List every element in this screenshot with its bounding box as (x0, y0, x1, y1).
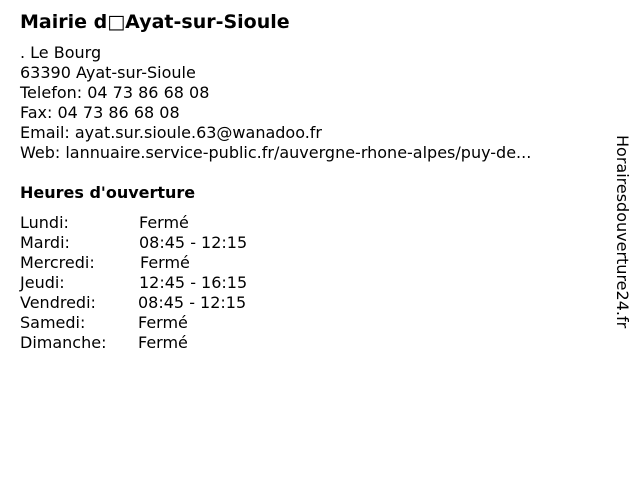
side-brand-watermark: Horairesdouverture24.fr (613, 135, 632, 329)
time-value: Fermé (138, 313, 188, 332)
day-label: Mercredi: (20, 253, 95, 272)
time-value: 12:45 - 16:15 (139, 273, 248, 292)
hours-row (20, 253, 320, 273)
time-value: 08:45 - 12:15 (138, 293, 247, 312)
email-address: Email: ayat.sur.sioule.63@wanadoo.fr (20, 123, 323, 142)
day-label: Samedi: (20, 313, 86, 332)
time-value: Fermé (138, 333, 188, 352)
website-url: Web: lannuaire.service-public.fr/auvergne-rhone-alpes/puy-de... (20, 143, 532, 162)
day-label: Mardi: (20, 233, 70, 252)
day-label: Jeudi: (20, 273, 65, 292)
hours-row (20, 333, 320, 353)
hours-row (20, 293, 320, 313)
day-label: Dimanche: (20, 333, 107, 352)
fax-number: Fax: 04 73 86 68 08 (20, 103, 180, 122)
address-postal-city: 63390 Ayat-sur-Sioule (20, 63, 196, 82)
hours-row (20, 213, 320, 233)
address-block (20, 43, 531, 163)
time-value: 08:45 - 12:15 (139, 233, 248, 252)
opening-hours-list (20, 213, 320, 353)
hours-row (20, 273, 320, 293)
time-value: Fermé (139, 213, 189, 232)
phone-number: Telefon: 04 73 86 68 08 (20, 83, 210, 102)
hours-heading: Heures d'ouverture (20, 183, 196, 202)
hours-row (20, 313, 320, 333)
page-title: Mairie d□Ayat-sur-Sioule (20, 11, 290, 33)
hours-row (20, 233, 320, 253)
time-value: Fermé (140, 253, 190, 272)
address-street: . Le Bourg (20, 43, 102, 62)
day-label: Vendredi: (20, 293, 96, 312)
day-label: Lundi: (20, 213, 69, 232)
